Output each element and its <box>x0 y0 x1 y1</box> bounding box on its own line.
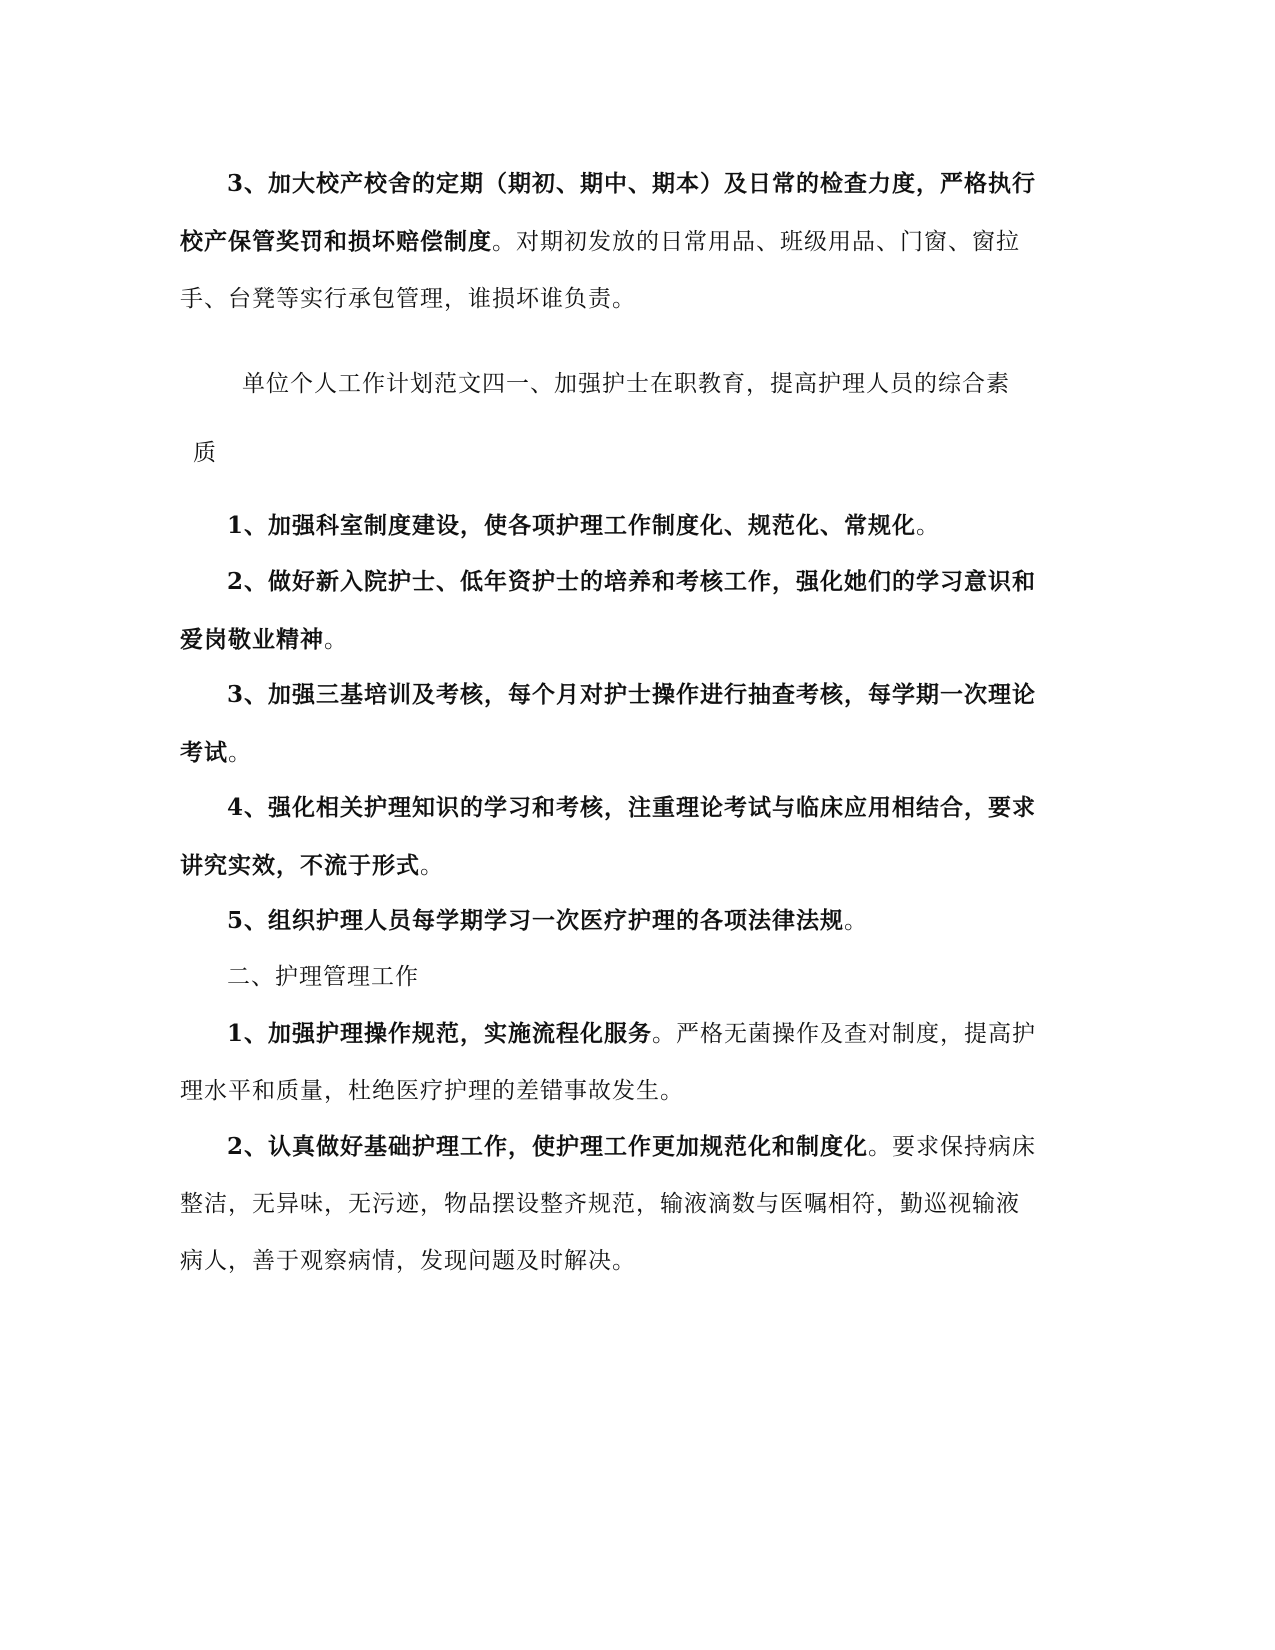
paragraph-body: 。要求保持病床整洁，无异味，无污迹，物品摆设整齐规范，输液滴数与医嘱相符，勤巡视输液病人，善于观察病情，发现问题及时解决。 <box>180 1134 1037 1274</box>
paragraph-bold-lead: 2、认真做好基础护理工作，使护理工作更加规范化和制度化 <box>227 1133 869 1160</box>
paragraph-basic-nursing <box>180 1118 1040 1290</box>
paragraph-body: 。对期初发放的日常用品、班级用品、门窗、窗拉手、台凳等实行承包管理，谁损坏谁负责。 <box>180 229 1020 312</box>
section-heading-nurse-education: 单位个人工作计划范文四一、加强护士在职教育，提高护理人员的综合素质 <box>193 371 1010 466</box>
paragraph-campus-inspection <box>180 155 1040 328</box>
paragraph-three-basics-training <box>180 666 1040 782</box>
paragraph-body: 。 <box>420 853 444 879</box>
paragraph-body: 。 <box>844 908 869 934</box>
paragraph-body: 。 <box>228 740 252 766</box>
paragraph-bold-lead: 5、组织护理人员每学期学习一次医疗护理的各项法律法规 <box>227 907 845 934</box>
paragraph-bold-lead: 2、做好新入院护士、低年资护士的培养和考核工作，强化她们的学习意识和爱岗敬业精神 <box>180 568 1037 653</box>
paragraph-operation-standards <box>180 1005 1040 1120</box>
paragraph-bold-lead: 1、加强科室制度建设，使各项护理工作制度化、规范化、常规化 <box>227 512 917 539</box>
paragraph-bold-lead: 1、加强护理操作规范，实施流程化服务 <box>227 1020 653 1047</box>
paragraph-body: 。 <box>324 627 348 653</box>
paragraph-knowledge-assessment <box>180 779 1040 895</box>
paragraph-body: 。 <box>916 513 941 539</box>
section-heading-management: 二、护理管理工作 <box>227 964 419 990</box>
paragraph-system-building <box>180 497 1040 555</box>
paragraph-bold-lead: 4、强化相关护理知识的学习和考核，注重理论考试与临床应用相结合，要求讲究实效，不流于形式 <box>180 794 1037 879</box>
paragraph-body: 。严格无菌操作及查对制度，提高护理水平和质量，杜绝医疗护理的差错事故发生。 <box>180 1021 1037 1104</box>
paragraph-law-study <box>180 892 1040 950</box>
paragraph-new-nurse-training <box>180 553 1040 669</box>
paragraph-bold-lead: 3、加强三基培训及考核，每个月对护士操作进行抽查考核，每学期一次理论考试 <box>180 681 1037 766</box>
paragraph-bold-lead: 3、加大校产校舍的定期（期初、期中、期本）及日常的检查力度，严格执行校产保管奖罚和损坏赔偿制度 <box>180 170 1037 255</box>
